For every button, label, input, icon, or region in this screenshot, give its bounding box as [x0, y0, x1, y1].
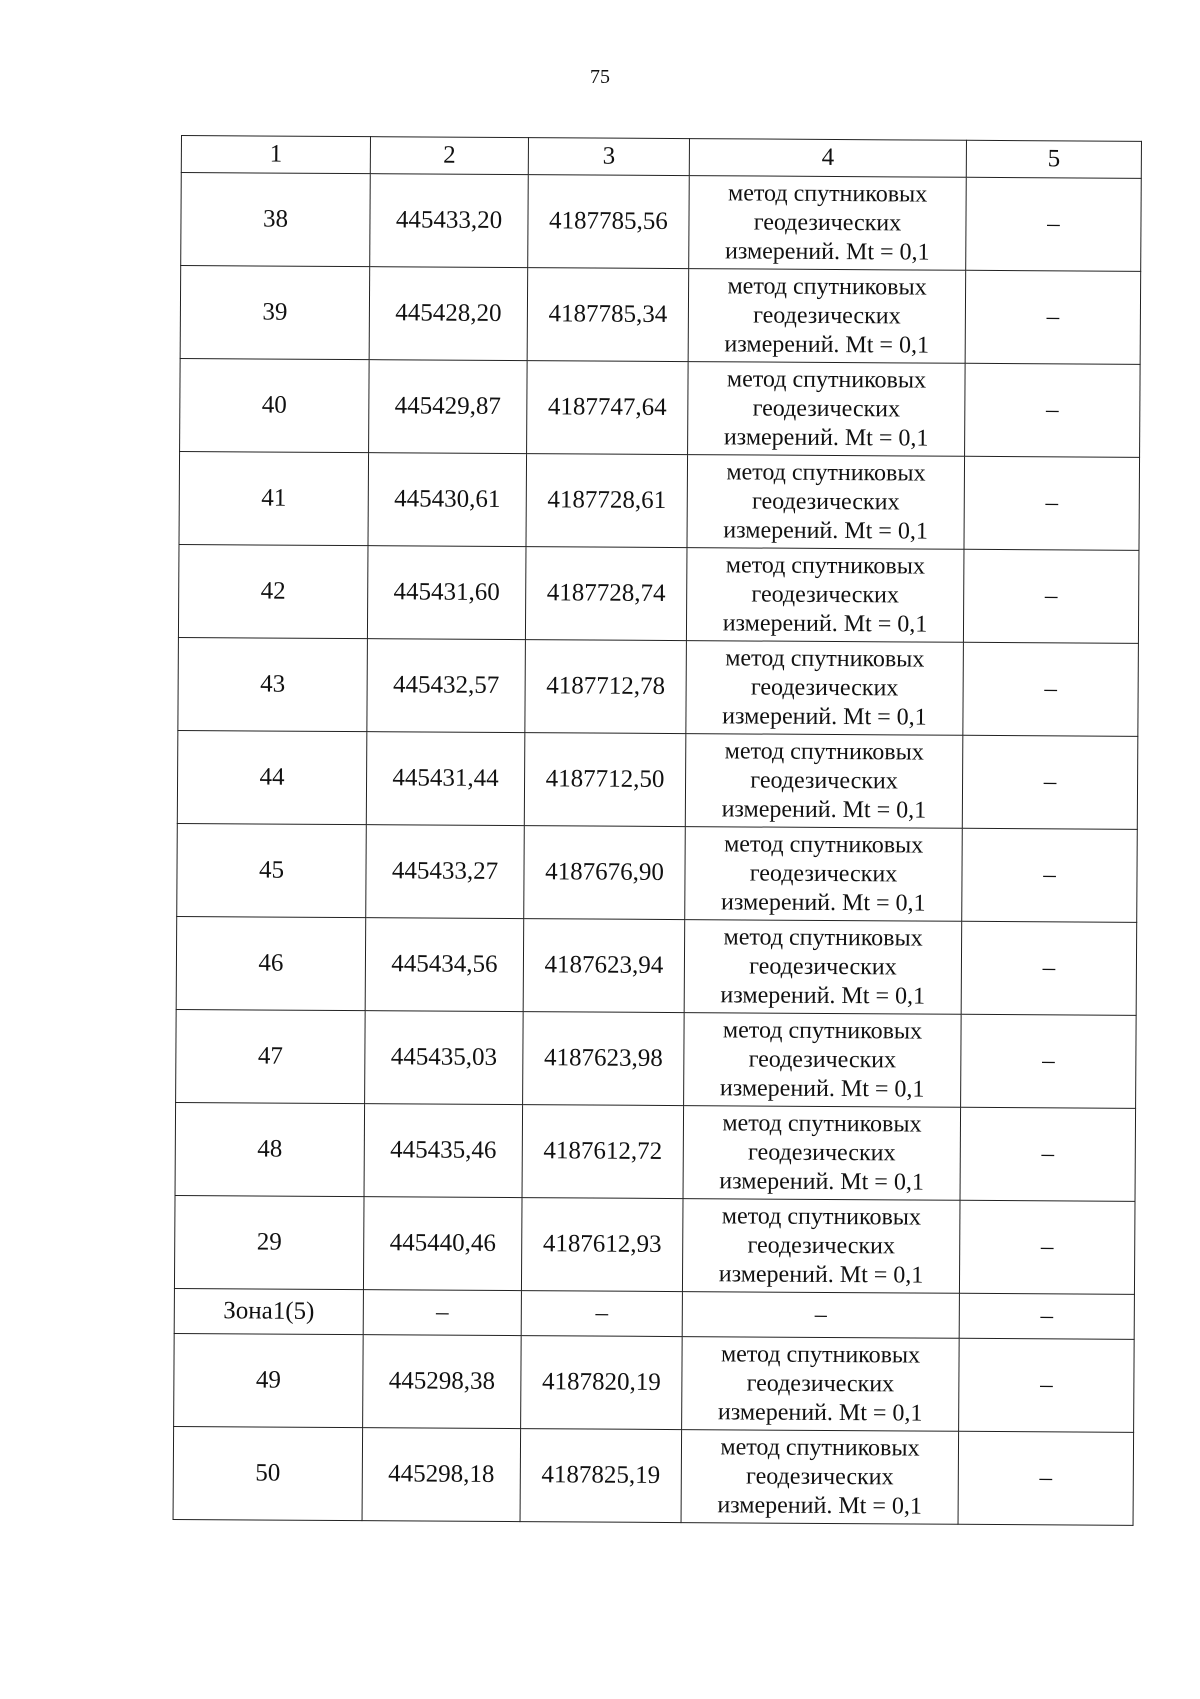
- x-coordinate-cell: 445428,20: [369, 267, 528, 361]
- method-cell: [689, 176, 967, 271]
- y-coordinate-cell: 4187612,93: [521, 1198, 683, 1292]
- header-cell-5: 5: [966, 140, 1141, 178]
- method-line: геодезических: [753, 209, 902, 236]
- table-row: [174, 1333, 1135, 1432]
- note-cell: –: [962, 828, 1138, 922]
- note-cell: –: [961, 1014, 1137, 1108]
- point-number-cell: 42: [178, 544, 368, 638]
- method-line: измерений. Mt = 0,1: [722, 609, 928, 638]
- method-cell: [686, 548, 964, 643]
- table-row: [178, 637, 1139, 736]
- note-cell: –: [962, 735, 1138, 829]
- method-line: метод спутниковых: [726, 365, 927, 394]
- y-coordinate-cell: 4187747,64: [527, 361, 689, 455]
- y-coordinate-cell: 4187728,74: [525, 547, 687, 641]
- point-number-cell: 29: [174, 1195, 364, 1289]
- note-cell: –: [965, 270, 1141, 364]
- method-cell: [684, 1013, 962, 1108]
- point-number-cell: 47: [176, 1009, 366, 1103]
- table-row: [177, 823, 1138, 922]
- method-line: геодезических: [753, 301, 901, 329]
- method-cell: [681, 1430, 959, 1525]
- method-line: геодезических: [747, 1138, 896, 1166]
- method-line: –: [814, 1301, 827, 1328]
- method-line: геодезических: [752, 394, 901, 422]
- point-number-cell: 50: [173, 1426, 363, 1520]
- method-line: метод спутниковых: [722, 1016, 923, 1045]
- method-line: метод спутниковых: [725, 551, 926, 580]
- y-coordinate-cell: 4187820,19: [521, 1336, 683, 1430]
- y-coordinate-cell: 4187676,90: [524, 826, 686, 920]
- y-coordinate-cell: 4187785,56: [528, 175, 690, 269]
- x-coordinate-cell: 445298,38: [363, 1335, 522, 1429]
- note-cell: –: [964, 456, 1140, 550]
- method-line: метод спутниковых: [724, 830, 924, 859]
- method-cell: [688, 269, 966, 364]
- header-row: [181, 136, 1141, 179]
- method-cell: [685, 734, 963, 829]
- y-coordinate-cell: 4187612,72: [522, 1105, 684, 1199]
- x-coordinate-cell: 445431,60: [367, 546, 526, 640]
- note-cell: –: [959, 1200, 1135, 1294]
- point-number-cell: 49: [174, 1333, 364, 1427]
- method-line: измерений. Mt = 0,1: [724, 237, 930, 266]
- method-cell: [684, 920, 962, 1015]
- x-coordinate-cell: 445433,27: [366, 825, 525, 919]
- y-coordinate-cell: 4187623,94: [523, 919, 685, 1013]
- method-line: геодезических: [748, 1045, 897, 1073]
- y-coordinate-cell: 4187825,19: [520, 1429, 682, 1523]
- x-coordinate-cell: 445440,46: [363, 1197, 522, 1291]
- x-coordinate-cell: 445430,61: [368, 453, 527, 547]
- point-number-cell: 43: [178, 637, 368, 731]
- point-number-cell: 45: [177, 823, 367, 917]
- method-line: измерений. Mt = 0,1: [724, 330, 930, 359]
- zone-row: [174, 1288, 1134, 1339]
- table-row: [173, 1426, 1134, 1525]
- point-number-cell: 44: [177, 730, 367, 824]
- method-line: метод спутниковых: [722, 1109, 922, 1138]
- point-number-cell: 46: [176, 916, 366, 1010]
- note-cell: –: [965, 363, 1141, 457]
- method-line: геодезических: [746, 1369, 895, 1397]
- method-line: геодезических: [750, 766, 898, 794]
- method-line: метод спутниковых: [720, 1433, 920, 1462]
- y-coordinate-cell: 4187712,78: [525, 640, 687, 734]
- method-cell: [687, 455, 965, 550]
- method-line: метод спутниковых: [726, 458, 926, 487]
- method-line: метод спутниковых: [727, 272, 927, 301]
- x-coordinate-cell: 445429,87: [369, 360, 528, 454]
- x-coordinate-cell: 445432,57: [367, 639, 526, 733]
- note-cell: –: [966, 177, 1142, 271]
- method-line: метод спутниковых: [724, 737, 924, 766]
- method-line: метод спутниковых: [720, 1340, 921, 1369]
- table-row: [179, 451, 1140, 550]
- method-line: геодезических: [749, 952, 897, 980]
- method-line: геодезических: [751, 487, 900, 515]
- method-line: измерений. Mt = 0,1: [721, 795, 927, 824]
- method-line: измерений. Mt = 0,1: [723, 516, 928, 545]
- method-cell: [682, 1292, 959, 1339]
- method-cell: [685, 827, 963, 922]
- table-body: [173, 173, 1141, 1526]
- x-coordinate-cell: 445431,44: [366, 732, 525, 826]
- note-cell: –: [963, 549, 1139, 643]
- method-line: геодезических: [747, 1231, 896, 1259]
- point-number-cell: 39: [180, 266, 370, 360]
- y-coordinate-cell: 4187623,98: [523, 1012, 685, 1106]
- x-coordinate-cell: 445435,46: [364, 1104, 523, 1198]
- table-row: [177, 730, 1138, 829]
- method-line: измерений. Mt = 0,1: [717, 1491, 922, 1520]
- note-cell: –: [958, 1431, 1134, 1525]
- table-header: [181, 136, 1141, 179]
- method-line: измерений. Mt = 0,1: [718, 1260, 924, 1289]
- point-number-cell: 41: [179, 451, 369, 545]
- method-line: измерений. Mt = 0,1: [720, 981, 926, 1010]
- method-line: измерений. Mt = 0,1: [717, 1398, 923, 1427]
- x-coordinate-cell: 445298,18: [362, 1428, 521, 1522]
- method-line: метод спутниковых: [725, 644, 925, 673]
- table-row: [175, 1102, 1136, 1201]
- header-cell-1: 1: [181, 136, 370, 174]
- header-cell-4: 4: [689, 139, 966, 178]
- point-number-cell: Зона1(5): [174, 1288, 363, 1334]
- x-coordinate-cell: 445435,03: [365, 1011, 524, 1105]
- note-cell: –: [960, 1107, 1136, 1201]
- header-cell-3: 3: [528, 138, 689, 176]
- coordinates-table: [173, 135, 1142, 1526]
- method-cell: [686, 641, 964, 736]
- method-cell: [683, 1106, 961, 1201]
- x-coordinate-cell: 445433,20: [370, 174, 529, 268]
- method-line: метод спутниковых: [728, 179, 928, 208]
- method-cell: [682, 1337, 960, 1432]
- method-cell: [688, 362, 966, 457]
- method-line: геодезических: [746, 1462, 894, 1490]
- note-cell: –: [963, 642, 1139, 736]
- point-number-cell: 48: [175, 1102, 365, 1196]
- method-line: измерений. Mt = 0,1: [720, 888, 926, 917]
- method-line: измерений. Mt = 0,1: [719, 1167, 924, 1196]
- note-cell: –: [959, 1338, 1135, 1432]
- method-cell: [682, 1199, 960, 1294]
- header-cell-2: 2: [370, 137, 528, 175]
- method-line: измерений. Mt = 0,1: [723, 423, 929, 452]
- method-line: метод спутниковых: [723, 923, 923, 952]
- method-line: измерений. Mt = 0,1: [719, 1074, 925, 1103]
- point-number-cell: 40: [180, 358, 370, 452]
- table-row: [180, 266, 1141, 365]
- page-number: 75: [590, 66, 610, 88]
- point-number-cell: 38: [181, 173, 371, 267]
- y-coordinate-cell: –: [521, 1291, 682, 1337]
- method-line: геодезических: [750, 673, 899, 701]
- table-row: [174, 1195, 1135, 1294]
- method-line: геодезических: [749, 859, 898, 887]
- method-line: геодезических: [751, 580, 900, 608]
- table-row: [178, 544, 1139, 643]
- table-row: [176, 1009, 1137, 1108]
- note-cell: –: [961, 921, 1137, 1015]
- y-coordinate-cell: 4187785,34: [527, 268, 689, 362]
- y-coordinate-cell: 4187712,50: [524, 733, 686, 827]
- y-coordinate-cell: 4187728,61: [526, 454, 688, 548]
- note-cell: –: [959, 1293, 1134, 1339]
- method-line: измерений. Mt = 0,1: [722, 702, 927, 731]
- x-coordinate-cell: –: [363, 1290, 521, 1336]
- table-row: [181, 173, 1142, 272]
- method-line: метод спутниковых: [721, 1202, 922, 1231]
- table-row: [176, 916, 1137, 1015]
- table-row: [180, 358, 1141, 457]
- x-coordinate-cell: 445434,56: [365, 918, 524, 1012]
